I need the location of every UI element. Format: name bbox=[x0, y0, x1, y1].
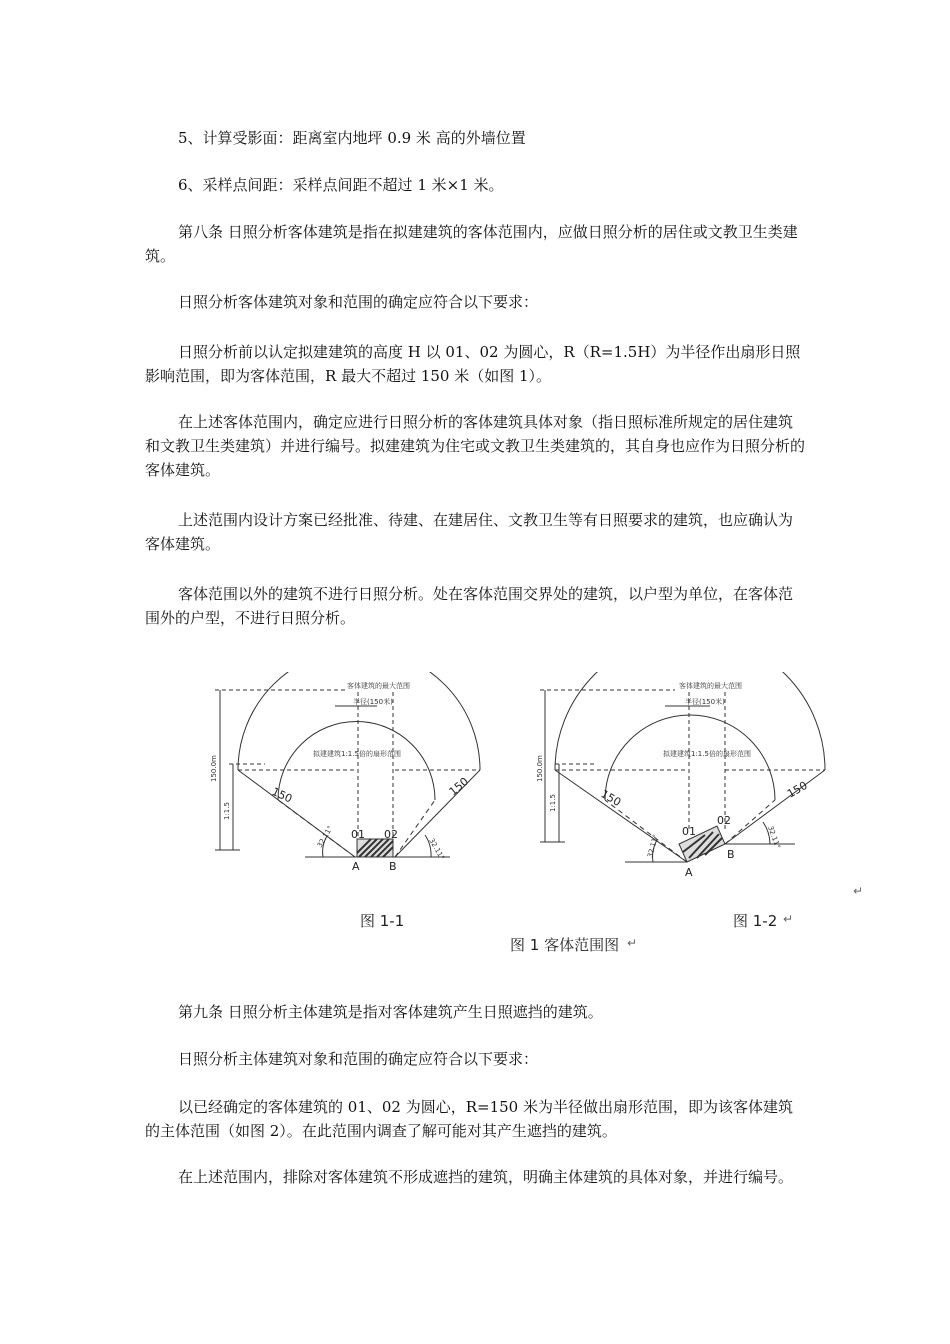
paragraph-object-numbering bbox=[145, 410, 805, 482]
paragraph-text: 第九条 日照分析主体建筑是指对客体建筑产生日照遮挡的建筑。 bbox=[178, 1003, 603, 1021]
paragraph-text: 在上述客体范围内，确定应进行日照分析的客体建筑具体对象（指日照标准所规定的居住建筑和文教卫生类建筑）并进行编号。拟建建筑为住宅或文教卫生类建筑的，其自身也应作为日照分析的客体建筑。 bbox=[145, 413, 806, 479]
sub-caption-1-2: 图 1-2 bbox=[733, 912, 778, 930]
figure-1-object-range bbox=[205, 672, 865, 962]
figure-caption: 图 1 客体范围图 bbox=[510, 936, 620, 954]
label-r-right: 150 bbox=[785, 778, 810, 801]
diagram-1-2-points bbox=[599, 779, 810, 879]
diagram-1-1 bbox=[215, 672, 480, 857]
paragraph-sector-range bbox=[145, 340, 805, 388]
paragraph-text: 日照分析前以认定拟建建筑的高度 H 以 01、02 为圆心，R（R=1.5H）为半径作出扇形日照影响范围，即为客体范围，R 最大不超过 150 米（如图 1）。 bbox=[145, 343, 801, 385]
paragraph-text: 上述范围内设计方案已经批准、待建、在建居住、文教卫生等有日照要求的建筑，也应确认为客体建筑。 bbox=[145, 511, 794, 553]
paragraph-article-9 bbox=[145, 1000, 805, 1024]
label-dim-h: 1:1.5 bbox=[223, 802, 231, 820]
paragraph-calc-surface bbox=[145, 126, 805, 150]
paragraph-subject-range bbox=[145, 1095, 805, 1143]
label-point-a: A bbox=[352, 860, 360, 873]
paragraph-text: 日照分析客体建筑对象和范围的确定应符合以下要求： bbox=[178, 293, 539, 311]
label-radius: 半径(150米) bbox=[353, 698, 393, 706]
label-r-left: 150 bbox=[269, 784, 295, 806]
label-point-o2: 02 bbox=[717, 814, 731, 827]
label-inner-range: 拟建建筑1:1.5倍的扇形范围 bbox=[313, 750, 401, 758]
label-point-a: A bbox=[685, 866, 693, 879]
label-dim-vertical: 150.0m bbox=[536, 755, 544, 782]
paragraph-subject-numbering bbox=[145, 1165, 805, 1189]
return-mark: ↵ bbox=[853, 884, 864, 898]
paragraph-text: 6、采样点间距：采样点间距不超过 1 米×1 米。 bbox=[178, 176, 504, 194]
label-point-b: B bbox=[727, 848, 735, 861]
paragraph-approved-buildings bbox=[145, 508, 805, 556]
paragraph-text: 日照分析主体建筑对象和范围的确定应符合以下要求： bbox=[178, 1050, 539, 1068]
label-point-o1: 01 bbox=[682, 825, 696, 838]
paragraph-text: 以已经确定的客体建筑的 01、02 为圆心，R=150 米为半径做出扇形范围，即为该客体建筑的主体范围（如图 2）。在此范围内调查了解可能对其产生遮挡的建筑。 bbox=[145, 1098, 793, 1140]
return-mark: ↵ bbox=[783, 912, 794, 926]
paragraph-article-8 bbox=[145, 220, 805, 268]
label-point-o2: 02 bbox=[384, 828, 398, 841]
label-inner-range: 拟建建筑1:1.5倍的扇形范围 bbox=[663, 750, 751, 758]
sub-caption-1-1: 图 1-1 bbox=[360, 912, 405, 930]
label-outer-range: 客体建筑的最大范围 bbox=[347, 682, 410, 690]
paragraph-out-of-range bbox=[145, 582, 805, 630]
paragraph-sample-spacing bbox=[145, 173, 805, 197]
label-dim-vertical: 150.0m bbox=[210, 755, 218, 782]
label-angle-left: 32.11° bbox=[646, 833, 661, 859]
label-angle-right: 32.11° bbox=[427, 837, 446, 862]
paragraph-text: 第八条 日照分析客体建筑是指在拟建建筑的客体范围内，应做日照分析的居住或文教卫生类建筑。 bbox=[145, 223, 798, 265]
paragraph-text: 客体范围以外的建筑不进行日照分析。处在客体范围交界处的建筑，以户型为单位，在客体范围外的户型，不进行日照分析。 bbox=[145, 585, 794, 627]
paragraph-object-requirements bbox=[145, 290, 805, 314]
return-mark: ↵ bbox=[627, 936, 638, 950]
label-angle-left: 32.11° bbox=[315, 824, 335, 849]
label-outer-range: 客体建筑的最大范围 bbox=[679, 682, 742, 690]
paragraph-text: 5、计算受影面：距离室内地坪 0.9 米 高的外墙位置 bbox=[178, 129, 526, 147]
label-r-left: 150 bbox=[598, 787, 624, 810]
label-dim-h: 1:1.5 bbox=[549, 794, 557, 812]
label-point-b: B bbox=[389, 860, 397, 873]
label-r-right: 150 bbox=[446, 774, 472, 799]
label-angle-right: 32.11° bbox=[766, 824, 782, 850]
label-point-o1: 01 bbox=[351, 828, 365, 841]
paragraph-text: 在上述范围内，排除对客体建筑不形成遮挡的建筑，明确主体建筑的具体对象，并进行编号。 bbox=[178, 1168, 794, 1186]
paragraph-subject-requirements bbox=[145, 1047, 805, 1071]
label-radius: 半径(150米) bbox=[685, 698, 725, 706]
